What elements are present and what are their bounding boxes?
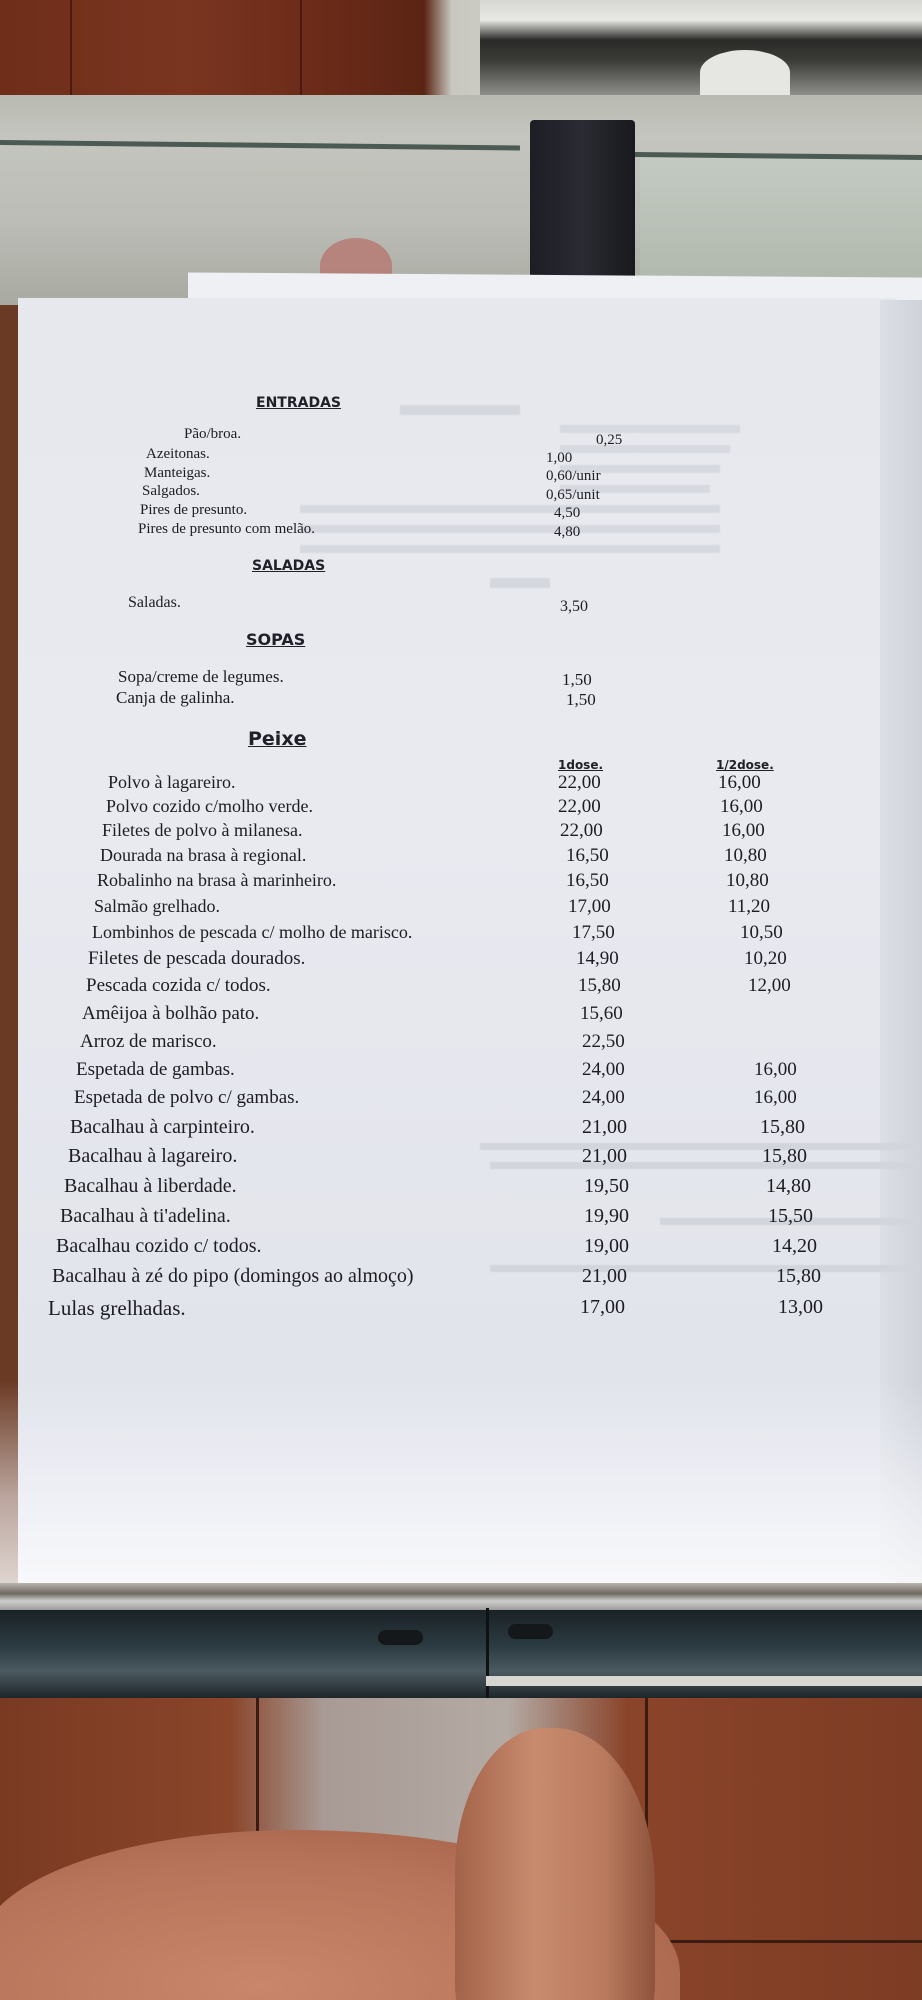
menu-item-name: Pão/broa. [184,426,242,442]
menu-item-price-half-dose: 13,00 [778,1296,823,1318]
menu-item-price: 3,50 [560,598,588,615]
menu-item-price: 0,60/unir [546,468,601,484]
menu-item-name: Filetes de polvo à milanesa. [102,820,303,840]
menu-item-name: Pires de presunto com melão. [138,521,316,537]
menu-item-name: Arroz de marisco. [80,1031,217,1052]
menu-item-price-half-dose: 10,80 [724,845,767,866]
menu-item-price-dose: 19,90 [584,1205,629,1227]
menu-item-name: Bacalhau à carpinteiro. [70,1116,255,1138]
menu-item-price-dose: 24,00 [582,1059,625,1080]
menu-item-price-dose: 17,50 [572,922,615,943]
menu-item-price-half-dose: 16,00 [754,1087,797,1108]
menu-item-price-half-dose: 15,80 [760,1116,805,1138]
menu-item-name: Canja de galinha. [116,688,235,707]
section-title-sopas: SOPAS [246,630,306,649]
menu-item-name: Polvo cozido c/molho verde. [106,796,313,816]
menu-item-name: Salgados. [142,483,200,499]
menu-item-price-half-dose: 11,20 [728,896,771,917]
menu-item-name: Saladas. [128,594,181,611]
menu-item-price: 0,65/unit [546,487,600,503]
menu-item-name: Bacalhau à ti'adelina. [60,1205,231,1227]
menu-item-name: Bacalhau à zé do pipo (domingos ao almoço) [52,1265,414,1287]
menu-item-price-half-dose: 10,80 [726,870,769,891]
menu-item-name: Azeitonas. [146,446,210,462]
menu-item-price-half-dose: 15,80 [776,1265,821,1287]
menu-item-price-dose: 14,90 [576,948,619,969]
menu-item-name: Salmão grelhado. [94,896,220,916]
menu-item-name: Pescada cozida c/ todos. [86,975,271,996]
menu-item-name: Pires de presunto. [140,502,248,518]
section-title-saladas: SALADAS [252,558,326,574]
menu-item-price-half-dose: 15,80 [762,1145,807,1167]
menu-item-price-dose: 22,00 [560,820,603,841]
menu-item-name: Robalinho na brasa à marinheiro. [97,870,337,890]
menu-item-price-half-dose: 15,50 [768,1205,813,1227]
menu-item-price-dose: 17,00 [580,1296,625,1318]
menu-item-name: Manteigas. [144,465,211,481]
menu-item-price-half-dose: 12,00 [748,975,791,996]
menu-item-price-dose: 24,00 [582,1087,625,1108]
menu-item-name: Lombinhos de pescada c/ molho de marisco. [92,922,413,942]
menu-item-price: 4,50 [554,505,581,521]
menu-item-price-dose: 16,50 [566,845,609,866]
tile-seam [660,1940,922,1943]
metal-frame-edge [0,1583,922,1613]
section-title-entradas: ENTRADAS [256,395,341,411]
menu-item-name: Amêijoa à bolhão pato. [82,1003,260,1024]
section-title-peixe: Peixe [248,728,307,750]
menu-item-price-dose: 19,50 [584,1175,629,1197]
rail-joint [486,1608,489,1700]
column-header-dose: 1dose. [558,758,604,772]
menu-item-price: 1,50 [562,670,592,689]
menu-item-price-dose: 21,00 [582,1145,627,1167]
menu-item-price-dose: 22,00 [558,772,601,793]
menu-item-name: Espetada de polvo c/ gambas. [74,1087,300,1108]
rail-slot [378,1630,423,1645]
menu-item-price-dose: 21,00 [582,1116,627,1138]
rail-lip [486,1676,922,1686]
menu-item-name: Polvo à lagareiro. [108,772,236,792]
menu-item-price: 4,80 [554,524,581,540]
menu-item-price: 0,25 [596,432,623,448]
menu-item-name: Bacalhau cozido c/ todos. [56,1235,262,1257]
menu-item-price-dose: 15,80 [578,975,621,996]
menu-item-price-half-dose: 16,00 [722,820,765,841]
column-header-half-dose: 1/2dose. [716,758,774,772]
menu-item-price-half-dose: 16,00 [754,1059,797,1080]
menu-item-price-half-dose: 14,20 [772,1235,817,1257]
rail-slot [508,1624,553,1639]
menu-item-price-dose: 16,50 [566,870,609,891]
menu-item-price-dose: 15,60 [580,1003,623,1024]
menu-item-price-dose: 19,00 [584,1235,629,1257]
menu-item-price-dose: 17,00 [568,896,611,917]
menu-item-price-half-dose: 10,50 [740,922,783,943]
menu-item-name: Sopa/creme de legumes. [118,667,284,686]
menu-item-name: Espetada de gambas. [76,1059,235,1080]
menu-item-price: 1,50 [566,690,596,709]
menu-item-price: 1,00 [546,450,573,466]
menu-item-price-half-dose: 10,20 [744,948,787,969]
menu-item-price-dose: 21,00 [582,1265,627,1287]
menu-item-name: Bacalhau à lagareiro. [68,1145,238,1167]
menu-item-price-half-dose: 16,00 [720,796,763,817]
plastic-sleeve-glare [0,1380,922,1590]
menu-item-name: Bacalhau à liberdade. [64,1175,237,1197]
menu-item-name: Lulas grelhadas. [48,1296,186,1320]
menu-item-name: Filetes de pescada dourados. [88,948,306,969]
menu-item-price-dose: 22,50 [582,1031,625,1052]
menu-item-price-half-dose: 16,00 [718,772,761,793]
menu-item-name: Dourada na brasa à regional. [100,845,307,865]
menu-item-price-dose: 22,00 [558,796,601,817]
menu-item-price-half-dose: 14,80 [766,1175,811,1197]
